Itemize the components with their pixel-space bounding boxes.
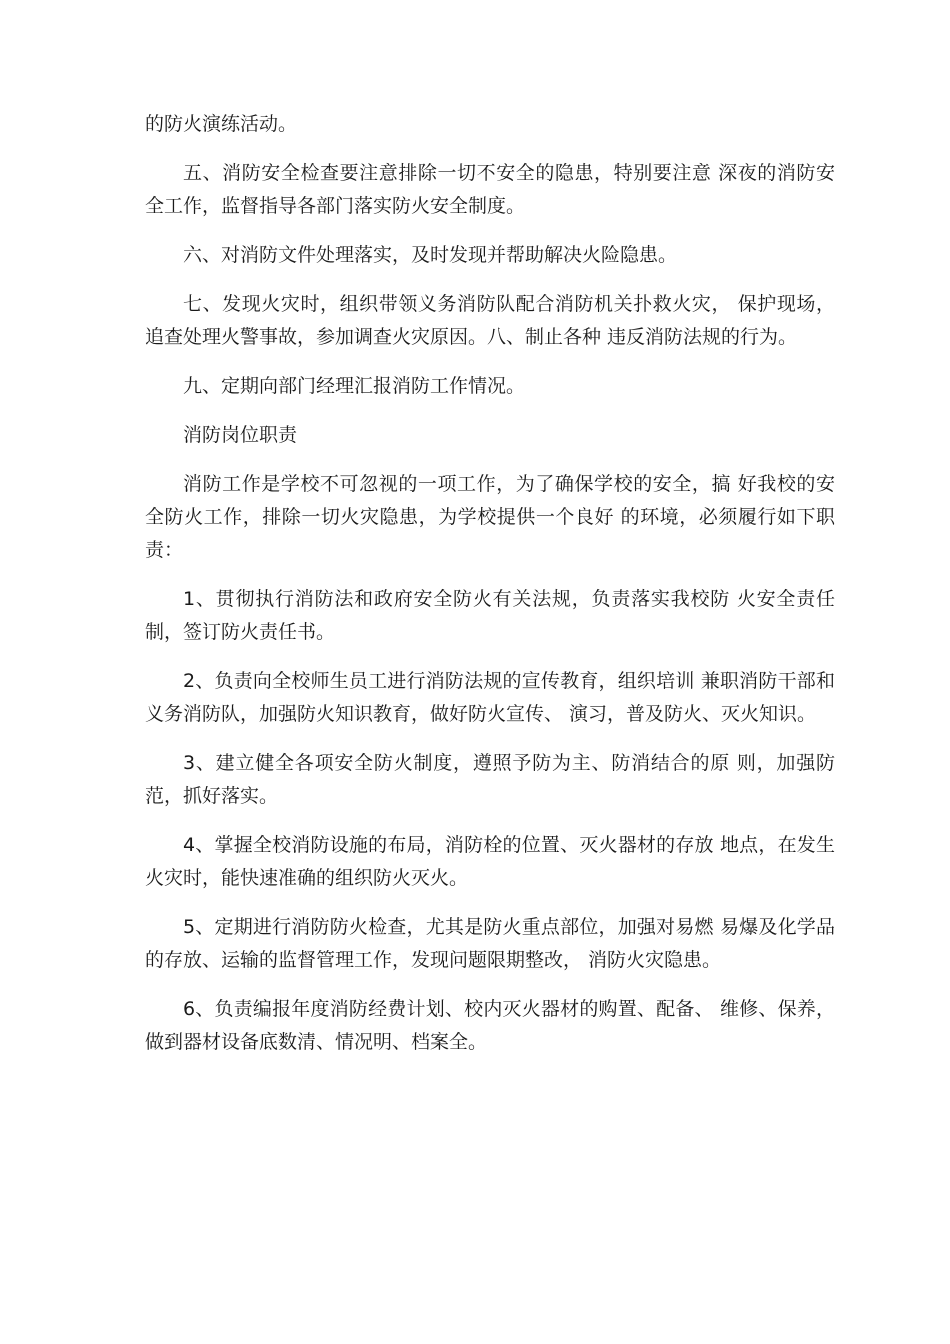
paragraph-intro: 消防工作是学校不可忽视的一项工作，为了确保学校的安全，搞 好我校的安全防火工作，排除一切火灾隐患，为学校提供一个良好 的环境，必须履行如下职责：	[145, 473, 835, 561]
duty-item-5: 5、定期进行消防防火检查，尤其是防火重点部位，加强对易燃 易爆及化学品的存放、运输的监督管理工作，发现问题限期整改， 消防火灾隐患。	[145, 916, 835, 971]
document-body	[145, 108, 835, 1075]
duty-item-4: 4、掌握全校消防设施的布局，消防栓的位置、灭火器材的存放 地点，在发生火灾时，能快速准确的组织防火灭火。	[145, 834, 835, 889]
paragraph-item-7-8: 七、发现火灾时，组织带领义务消防队配合消防机关扑救火灾， 保护现场，追查处理火警事故，参加调查火灾原因。八、制止各种 违反消防法规的行为。	[145, 293, 835, 348]
duty-item-3: 3、建立健全各项安全防火制度，遵照予防为主、防消结合的原 则，加强防范，抓好落实。	[145, 752, 835, 807]
paragraph-item-6: 六、对消防文件处理落实，及时发现并帮助解决火险隐患。	[183, 244, 678, 266]
paragraph-continuation: 的防火演练活动。	[145, 113, 298, 135]
section-heading: 消防岗位职责	[183, 424, 298, 446]
paragraph-item-9: 九、定期向部门经理汇报消防工作情况。	[183, 375, 526, 397]
paragraph-item-5: 五、消防安全检查要注意排除一切不安全的隐患，特别要注意 深夜的消防安全工作，监督指导各部门落实防火安全制度。	[145, 162, 835, 217]
duty-item-2: 2、负责向全校师生员工进行消防法规的宣传教育，组织培训 兼职消防干部和义务消防队，加强防火知识教育，做好防火宣传、 演习，普及防火、灭火知识。	[145, 670, 835, 725]
duty-item-1: 1、贯彻执行消防法和政府安全防火有关法规，负责落实我校防 火安全责任制，签订防火责任书。	[145, 588, 835, 643]
duty-item-6: 6、负责编报年度消防经费计划、校内灭火器材的购置、配备、 维修、保养，做到器材设备底数清、情况明、档案全。	[145, 998, 835, 1053]
